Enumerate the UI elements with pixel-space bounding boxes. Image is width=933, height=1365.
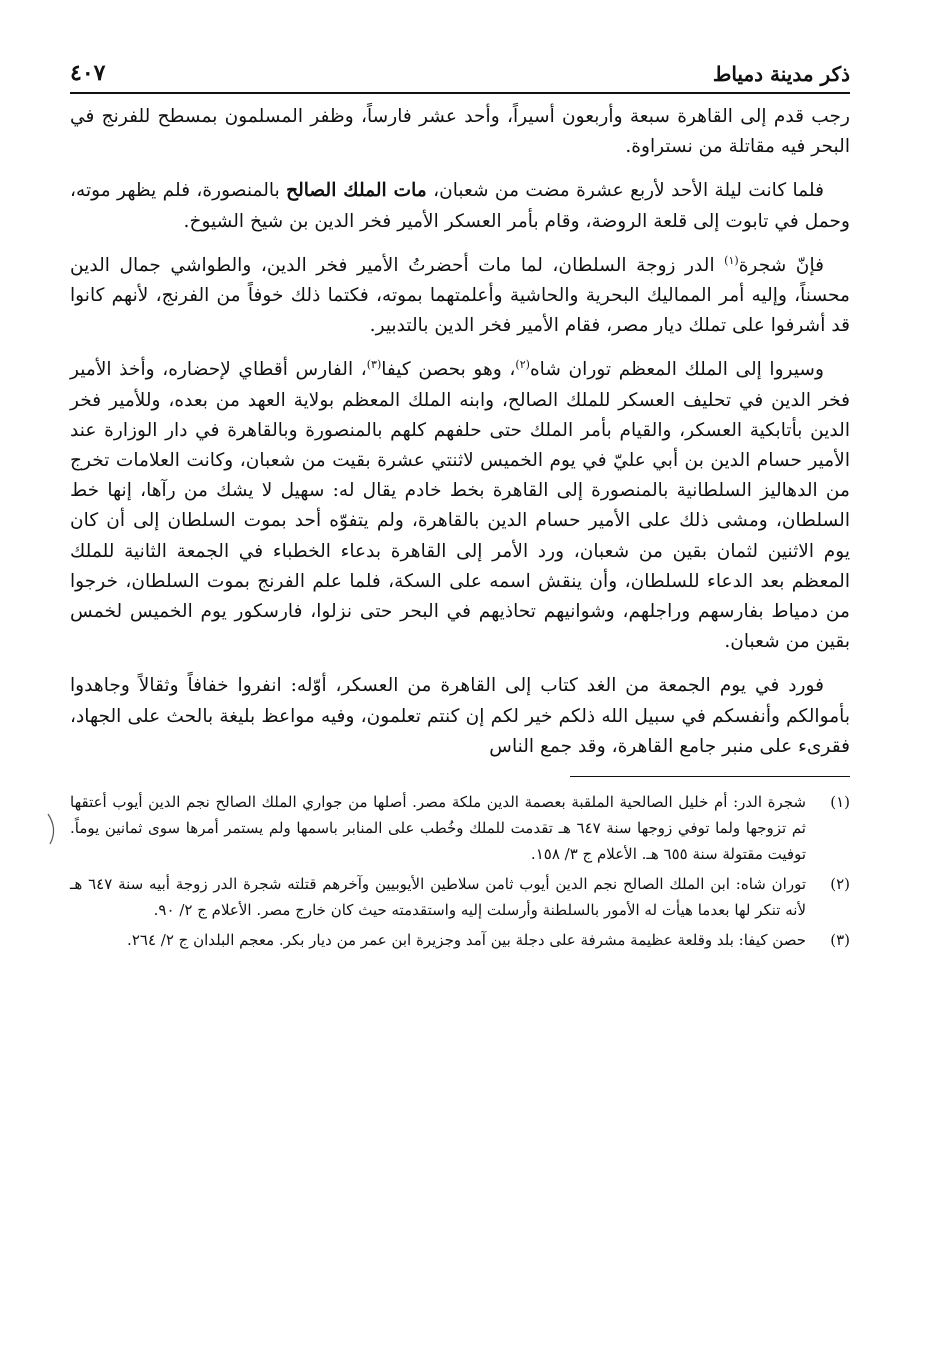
- footnote-2: [70, 871, 850, 923]
- paragraph-2-end: بالمنصورة، فلم يظهر موته، وحمل في تابوت إلى قلعة الروضة، وقام بأمر العسكر الأمير فخر الدين بن شيخ الشيوخ.: [70, 180, 850, 232]
- paragraph-3-start: فإنّ شجرة: [738, 254, 825, 276]
- paragraph-4-middle: ، وهو بحصن كيفا: [381, 359, 516, 381]
- footnote-text: شجرة الدر: أم خليل الصالحية الملقبة بعصمة الدين ملكة مصر. أصلها من جواري الملك الصالح نجم الدين أيوب أعتقها ثم تزوجها ولما توفي زوجها سنة ٦٤٧ هـ تقدمت للملك وخُطب على المنابر باسمها ولم يستمر أمرها سوى ثمانين يوماً. توفيت مقتولة سنة ٦٥٥ هـ. الأعلام ج ٣/ ١٥٨.: [70, 793, 806, 864]
- paragraph-2-start: فلما كانت ليلة الأحد لأربع عشرة مضت من شعبان،: [426, 180, 824, 202]
- footnote-text: حصن كيفا: بلد وقلعة عظيمة مشرفة على دجلة بين آمد وجزيرة ابن عمر من ديار بكر. معجم البلدان ج ٢/ ٢٦٤.: [127, 931, 806, 950]
- main-text: [70, 102, 850, 762]
- footnote-number: (٣): [830, 931, 850, 950]
- paragraph-2: [70, 176, 850, 236]
- footnote-divider: [570, 776, 850, 777]
- paragraph-3: [70, 251, 850, 342]
- footnote-ref-2[interactable]: (٢): [515, 358, 530, 372]
- footnotes: [70, 789, 850, 953]
- paragraph-4: [70, 355, 850, 657]
- bold-phrase: مات الملك الصالح: [286, 180, 427, 202]
- footnote-number: (١): [830, 793, 850, 812]
- footnote-3: [70, 927, 850, 953]
- footnote-text: توران شاه: ابن الملك الصالح نجم الدين أيوب ثامن سلاطين الأيوبيين وآخرهم قتلته شجرة الدر زوجة أبيه سنة ٦٤٧ هـ لأنه تنكر لها بعدما هيأت له الأمور بالسلطنة وأرسلت إليه واستقدمته حيث كان خارج مصر. الأعلام ج ٢/ ٩٠.: [70, 875, 806, 920]
- paragraph-1: رجب قدم إلى القاهرة سبعة وأربعون أسيراً، وأحد عشر فارساً، وظفر المسلمون بمسطح للفرنج في البحر فيه مقاتلة من نستراوة.: [70, 106, 850, 158]
- page-header: [70, 38, 850, 94]
- paragraph-5: فورد في يوم الجمعة من الغد كتاب إلى القاهرة من العسكر، أوّله: انفروا خفافاً وثقالاً وجاهدوا بأموالكم وأنفسكم في سبيل الله ذلكم خير لكم إن كنتم تعلمون، وفيه مواعظ بليغة بالحث على الجهاد، فقرىء على منبر جامع القاهرة، وقد جمع الناس: [70, 675, 850, 757]
- page-number: ٤٠٧: [70, 60, 106, 86]
- footnote-ref-3[interactable]: (٣): [366, 358, 382, 372]
- footnote-ref-1[interactable]: (١): [724, 253, 739, 267]
- paragraph-4-start: وسيروا إلى الملك المعظم توران شاه: [529, 359, 824, 381]
- margin-bracket-mark: [46, 812, 60, 846]
- footnote-number: (٢): [830, 875, 850, 894]
- footnote-1: [70, 789, 850, 867]
- paragraph-4-end: ، الفارس أقطاي لإحضاره، وأخذ الأمير فخر الدين في تحليف العسكر للملك الصالح، وابنه الملك المعظم بولاية العهد من بعده، وللأمير فخر الدين بأتابكية العسكر، والقيام بأمر الملك حتى حلفهم كلهم بالمنصورة وبالقاهرة في دار الوزارة عند الأمير حسام الدين بن أبي عليّ في يوم الخميس لاثنتي عشرة بقيت من شعبان، وكانت العلامات تخرج من الدهاليز السلطانية بالمنصورة إلى القاهرة بخط خادم يقال له: سهيل لا يشك من رآها، إنها خط السلطان، ومشى ذلك على الأمير حسام الدين بالقاهرة، ولم يتفوّه أحد بموت السلطان إلى أن كان يوم الاثنين لثمان بقين من شعبان، ورد الأمر إلى القاهرة بدعاء الخطباء في الجمعة الثانية للملك المعظم بعد الدعاء للسلطان، وأن ينقش اسمه على السكة، فلما علم الفرنج بموت السلطان، خرجوا من دمياط بفارسهم وراجلهم، وشوانيهم تحاذيهم في البحر حتى نزلوا، فارسكور يوم الخميس لخمس بقين من شعبان.: [70, 359, 850, 653]
- paragraph-3-end: الدر زوجة السلطان، لما مات أحضرتُ الأمير فخر الدين، والطواشي جمال الدين محسناً، وإليه أمر المماليك البحرية والحاشية وأعلمتهما بموته، فكتما ذلك خوفاً من الفرنج، لأنهم كانوا قد أشرفوا على تملك ديار مصر، فقام الأمير فخر الدين بالتدبير.: [70, 254, 850, 337]
- running-title: ذكر مدينة دمياط: [712, 62, 850, 86]
- book-page: [70, 38, 850, 957]
